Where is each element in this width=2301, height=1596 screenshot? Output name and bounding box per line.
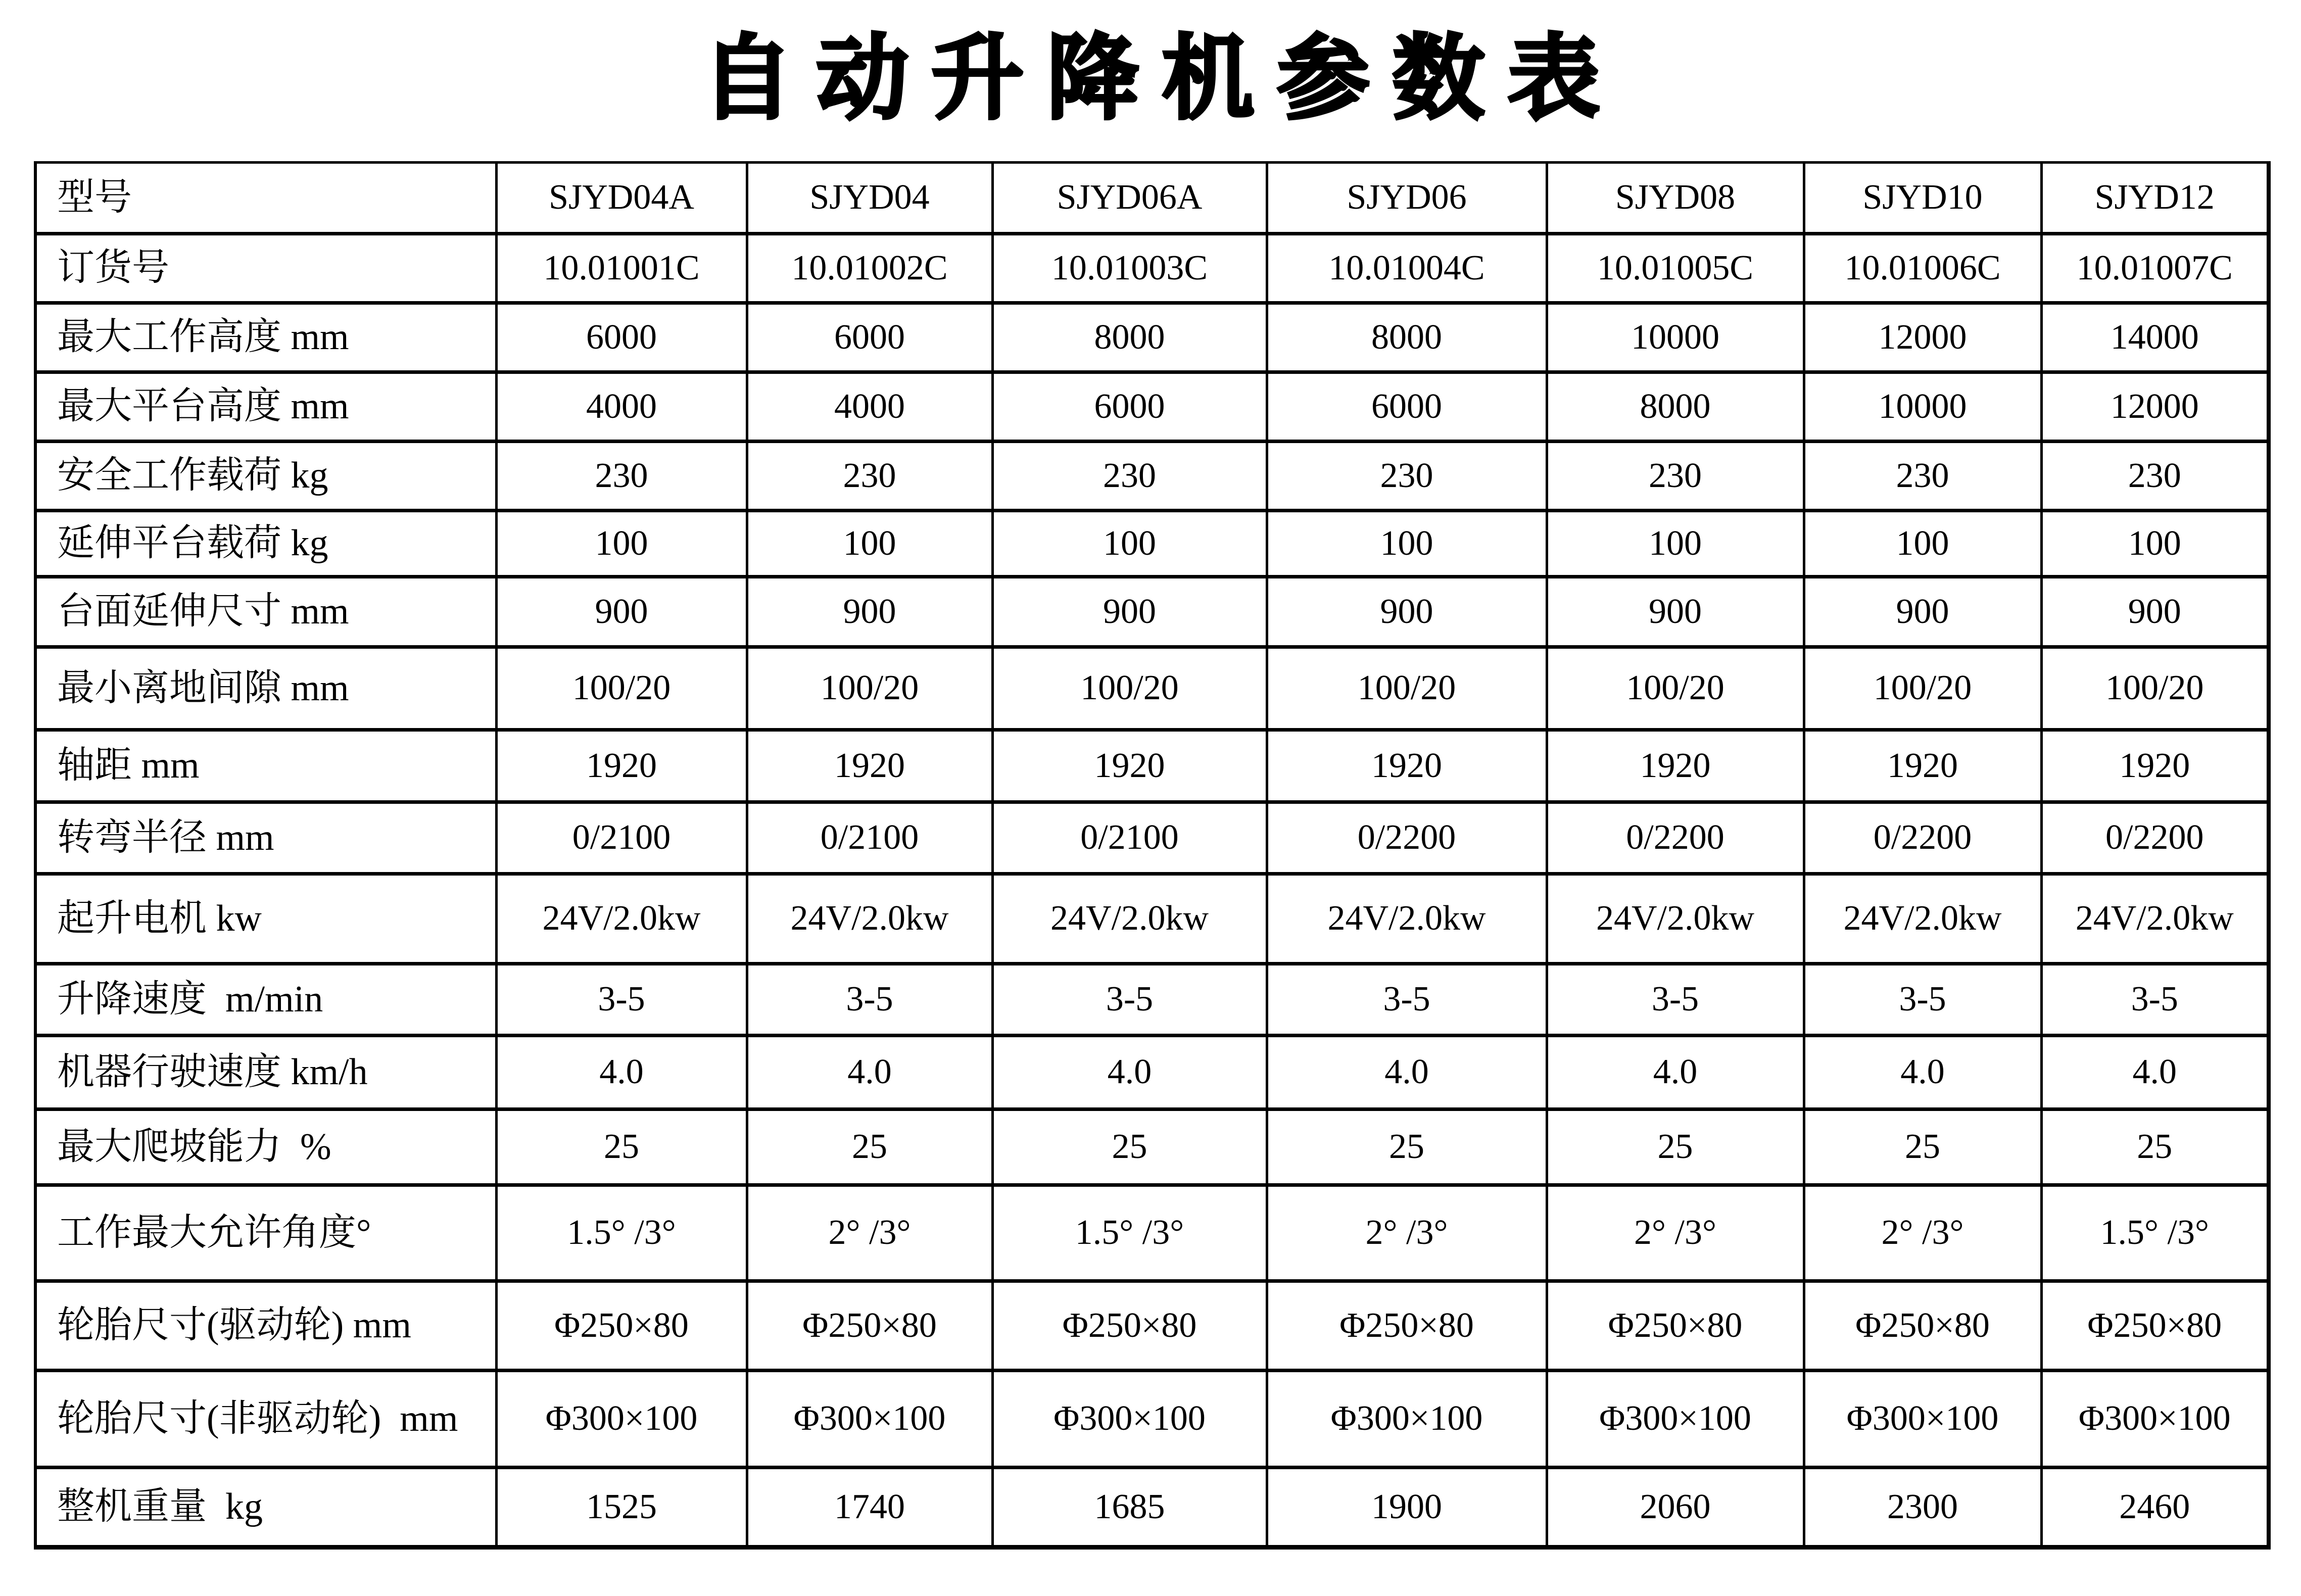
spec-value-cell: 2300: [1804, 1468, 2041, 1547]
spec-value-cell: 100/20: [747, 647, 992, 730]
spec-value-cell: Φ300×100: [1804, 1371, 2041, 1468]
spec-value-cell: Φ250×80: [992, 1281, 1267, 1371]
spec-value-cell: Φ300×100: [1267, 1371, 1547, 1468]
spec-label-cell: 安全工作载荷 kg: [35, 442, 496, 511]
spec-value-cell: 10.01006C: [1804, 234, 2041, 303]
spec-value-cell: 4.0: [496, 1036, 747, 1109]
spec-value-cell: 2° /3°: [1804, 1185, 2041, 1281]
spec-value-cell: 10.01004C: [1267, 234, 1547, 303]
spec-value-cell: 230: [2041, 442, 2269, 511]
spec-value-cell: 100/20: [1547, 647, 1804, 730]
spec-value-cell: 3-5: [1547, 964, 1804, 1036]
spec-value-cell: 24V/2.0kw: [747, 874, 992, 964]
spec-value-cell: 8000: [1547, 372, 1804, 442]
spec-value-cell: 6000: [496, 303, 747, 372]
spec-label-cell: 最大平台高度 mm: [35, 372, 496, 442]
spec-value-cell: 24V/2.0kw: [1547, 874, 1804, 964]
spec-value-cell: Φ300×100: [1547, 1371, 1804, 1468]
table-row: [35, 1468, 2269, 1547]
spec-label-cell: 升降速度 m/min: [35, 964, 496, 1036]
spec-value-cell: 8000: [1267, 303, 1547, 372]
spec-label-cell: 工作最大允许角度°: [35, 1185, 496, 1281]
table-row: [35, 647, 2269, 730]
spec-value-cell: 100: [1267, 511, 1547, 577]
spec-value-cell: 2° /3°: [1547, 1185, 1804, 1281]
spec-value-cell: 1.5° /3°: [992, 1185, 1267, 1281]
spec-value-cell: 1920: [992, 730, 1267, 802]
spec-value-cell: 100/20: [1804, 647, 2041, 730]
spec-value-cell: 6000: [1267, 372, 1547, 442]
table-row: [35, 577, 2269, 647]
table-row: [35, 874, 2269, 964]
table-row: [35, 372, 2269, 442]
spec-value-cell: SJYD12: [2041, 163, 2269, 234]
spec-value-cell: 3-5: [496, 964, 747, 1036]
spec-label-cell: 最小离地间隙 mm: [35, 647, 496, 730]
spec-value-cell: 100: [992, 511, 1267, 577]
spec-value-cell: 1920: [747, 730, 992, 802]
table-row: [35, 234, 2269, 303]
spec-value-cell: 1525: [496, 1468, 747, 1547]
spec-value-cell: SJYD08: [1547, 163, 1804, 234]
spec-value-cell: 12000: [1804, 303, 2041, 372]
spec-value-cell: 0/2200: [2041, 802, 2269, 874]
spec-value-cell: Φ250×80: [2041, 1281, 2269, 1371]
spec-value-cell: 3-5: [2041, 964, 2269, 1036]
spec-value-cell: 900: [1547, 577, 1804, 647]
spec-label-cell: 转弯半径 mm: [35, 802, 496, 874]
spec-value-cell: Φ250×80: [1547, 1281, 1804, 1371]
spec-value-cell: 230: [1804, 442, 2041, 511]
spec-value-cell: 230: [992, 442, 1267, 511]
spec-label-cell: 台面延伸尺寸 mm: [35, 577, 496, 647]
spec-value-cell: 10.01003C: [992, 234, 1267, 303]
table-row: [35, 1371, 2269, 1468]
spec-label-cell: 最大爬坡能力 %: [35, 1109, 496, 1185]
spec-value-cell: 100/20: [496, 647, 747, 730]
spec-value-cell: 1.5° /3°: [2041, 1185, 2269, 1281]
spec-label-cell: 型号: [35, 163, 496, 234]
spec-value-cell: Φ300×100: [2041, 1371, 2269, 1468]
spec-value-cell: 4.0: [747, 1036, 992, 1109]
spec-value-cell: 12000: [2041, 372, 2269, 442]
table-row: [35, 964, 2269, 1036]
spec-value-cell: 6000: [992, 372, 1267, 442]
spec-value-cell: 24V/2.0kw: [1267, 874, 1547, 964]
spec-value-cell: 1685: [992, 1468, 1267, 1547]
spec-label-cell: 轮胎尺寸(非驱动轮) mm: [35, 1371, 496, 1468]
spec-value-cell: 24V/2.0kw: [1804, 874, 2041, 964]
spec-value-cell: 100: [1804, 511, 2041, 577]
spec-value-cell: 8000: [992, 303, 1267, 372]
spec-value-cell: 230: [1547, 442, 1804, 511]
spec-value-cell: 900: [992, 577, 1267, 647]
spec-value-cell: 24V/2.0kw: [496, 874, 747, 964]
spec-label-cell: 整机重量 kg: [35, 1468, 496, 1547]
spec-table: [34, 161, 2271, 1550]
spec-value-cell: Φ300×100: [496, 1371, 747, 1468]
spec-value-cell: 100: [2041, 511, 2269, 577]
spec-value-cell: 0/2100: [496, 802, 747, 874]
table-row: [35, 303, 2269, 372]
spec-value-cell: 0/2100: [747, 802, 992, 874]
spec-value-cell: 25: [1547, 1109, 1804, 1185]
spec-value-cell: 900: [2041, 577, 2269, 647]
spec-value-cell: 25: [1804, 1109, 2041, 1185]
spec-value-cell: 2° /3°: [747, 1185, 992, 1281]
spec-value-cell: Φ300×100: [992, 1371, 1267, 1468]
spec-value-cell: 10.01007C: [2041, 234, 2269, 303]
spec-value-cell: 100/20: [2041, 647, 2269, 730]
spec-value-cell: 1920: [1547, 730, 1804, 802]
spec-value-cell: 230: [496, 442, 747, 511]
table-row: [35, 511, 2269, 577]
spec-value-cell: 25: [1267, 1109, 1547, 1185]
spec-value-cell: Φ250×80: [496, 1281, 747, 1371]
spec-value-cell: 25: [747, 1109, 992, 1185]
spec-value-cell: 6000: [747, 303, 992, 372]
spec-table-body: [35, 163, 2269, 1547]
spec-value-cell: SJYD04: [747, 163, 992, 234]
spec-value-cell: 1920: [1804, 730, 2041, 802]
spec-value-cell: 24V/2.0kw: [2041, 874, 2269, 964]
spec-value-cell: SJYD06A: [992, 163, 1267, 234]
table-row: [35, 802, 2269, 874]
spec-value-cell: 1900: [1267, 1468, 1547, 1547]
spec-label-cell: 订货号: [35, 234, 496, 303]
table-row: [35, 163, 2269, 234]
spec-value-cell: 100: [1547, 511, 1804, 577]
spec-value-cell: 1920: [1267, 730, 1547, 802]
spec-value-cell: 4.0: [2041, 1036, 2269, 1109]
table-row: [35, 1281, 2269, 1371]
table-row: [35, 1109, 2269, 1185]
spec-value-cell: SJYD10: [1804, 163, 2041, 234]
spec-value-cell: 4.0: [1804, 1036, 2041, 1109]
spec-value-cell: 2460: [2041, 1468, 2269, 1547]
spec-value-cell: 0/2200: [1267, 802, 1547, 874]
spec-value-cell: 100/20: [992, 647, 1267, 730]
spec-value-cell: 25: [992, 1109, 1267, 1185]
spec-value-cell: 10000: [1547, 303, 1804, 372]
spec-value-cell: 900: [1267, 577, 1547, 647]
spec-value-cell: SJYD06: [1267, 163, 1547, 234]
spec-value-cell: Φ300×100: [747, 1371, 992, 1468]
spec-value-cell: 900: [747, 577, 992, 647]
spec-label-cell: 轴距 mm: [35, 730, 496, 802]
spec-label-cell: 轮胎尺寸(驱动轮) mm: [35, 1281, 496, 1371]
spec-value-cell: 3-5: [1267, 964, 1547, 1036]
spec-value-cell: 10.01001C: [496, 234, 747, 303]
spec-label-cell: 延伸平台载荷 kg: [35, 511, 496, 577]
spec-value-cell: Φ250×80: [747, 1281, 992, 1371]
spec-value-cell: 3-5: [992, 964, 1267, 1036]
spec-value-cell: 900: [1804, 577, 2041, 647]
spec-value-cell: 100: [747, 511, 992, 577]
spec-value-cell: 1740: [747, 1468, 992, 1547]
spec-value-cell: 100: [496, 511, 747, 577]
spec-value-cell: 1920: [2041, 730, 2269, 802]
spec-value-cell: 2060: [1547, 1468, 1804, 1547]
spec-value-cell: 0/2100: [992, 802, 1267, 874]
spec-value-cell: Φ250×80: [1267, 1281, 1547, 1371]
spec-value-cell: 24V/2.0kw: [992, 874, 1267, 964]
spec-value-cell: 10000: [1804, 372, 2041, 442]
spec-value-cell: SJYD04A: [496, 163, 747, 234]
spec-label-cell: 最大工作高度 mm: [35, 303, 496, 372]
spec-value-cell: 3-5: [1804, 964, 2041, 1036]
spec-value-cell: 2° /3°: [1267, 1185, 1547, 1281]
spec-value-cell: 14000: [2041, 303, 2269, 372]
spec-value-cell: 4.0: [1547, 1036, 1804, 1109]
spec-label-cell: 起升电机 kw: [35, 874, 496, 964]
spec-value-cell: 4.0: [1267, 1036, 1547, 1109]
spec-value-cell: 10.01002C: [747, 234, 992, 303]
spec-value-cell: 4.0: [992, 1036, 1267, 1109]
spec-value-cell: 4000: [747, 372, 992, 442]
spec-value-cell: 100/20: [1267, 647, 1547, 730]
spec-value-cell: 3-5: [747, 964, 992, 1036]
table-row: [35, 442, 2269, 511]
page-title: 自动升降机参数表: [701, 27, 1623, 130]
spec-value-cell: 0/2200: [1804, 802, 2041, 874]
spec-value-cell: 230: [747, 442, 992, 511]
spec-label-cell: 机器行驶速度 km/h: [35, 1036, 496, 1109]
spec-value-cell: Φ250×80: [1804, 1281, 2041, 1371]
table-row: [35, 1036, 2269, 1109]
spec-value-cell: 1.5° /3°: [496, 1185, 747, 1281]
table-row: [35, 730, 2269, 802]
spec-value-cell: 4000: [496, 372, 747, 442]
table-row: [35, 1185, 2269, 1281]
spec-value-cell: 230: [1267, 442, 1547, 511]
spec-value-cell: 1920: [496, 730, 747, 802]
spec-value-cell: 25: [496, 1109, 747, 1185]
spec-value-cell: 900: [496, 577, 747, 647]
spec-value-cell: 0/2200: [1547, 802, 1804, 874]
spec-value-cell: 10.01005C: [1547, 234, 1804, 303]
spec-value-cell: 25: [2041, 1109, 2269, 1185]
